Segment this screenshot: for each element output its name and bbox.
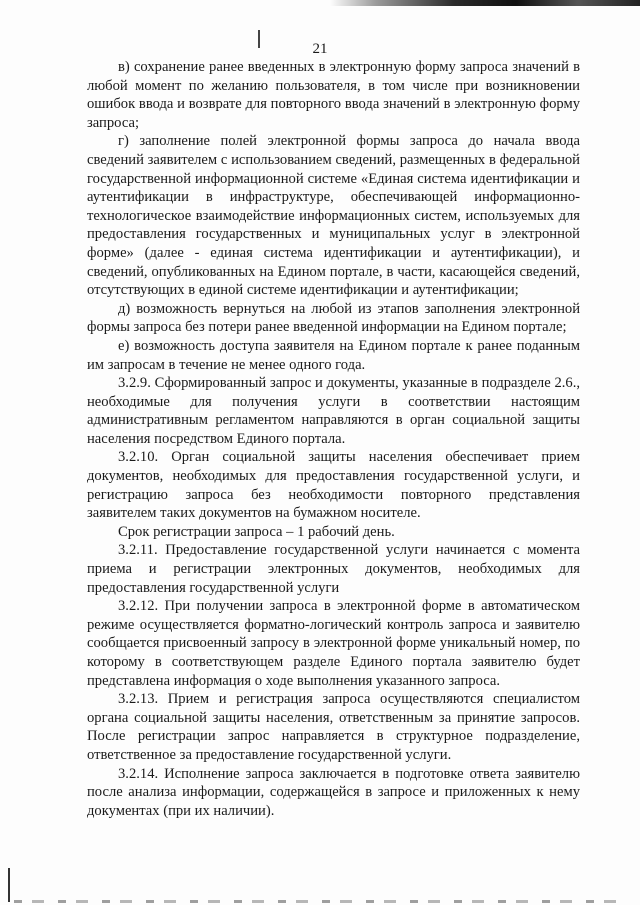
- paragraph-3-2-13: 3.2.13. Прием и регистрация запроса осуществляются специалистом органа социальной защиты населения, ответственным за принятие запросов. После регистрации запрос направляется в структурное подразделение, ответственное за предоставление государственной услуги.: [87, 691, 580, 763]
- paragraph-3-2-11: 3.2.11. Предоставление государственной услуги начинается с момента приема и регистрации электронных документов, необходимых для предоставления государственной услуги: [87, 542, 580, 596]
- paragraph-registration-term: Срок регистрации запроса – 1 рабочий день.: [118, 523, 395, 540]
- paragraph-3-2-12: 3.2.12. При получении запроса в электронной форме в автоматическом режиме осуществляется форматно-логический контроль запроса и заявителю сообщается присвоенный запросу в электронной форме уникальный номер, по которому в соответствующем разделе Единого портала заявителю будет представлена информация о ходе выполнения указанного запроса.: [87, 598, 580, 689]
- paragraph-item-d: д) возможность вернуться на любой из этапов заполнения электронной формы запроса без потери ранее введенной информации на Едином портале;: [87, 300, 580, 336]
- document-body: [87, 58, 580, 820]
- scan-artifact-left-edge: [8, 868, 10, 902]
- paragraph-item-e: е) возможность доступа заявителя на Едином портале к ранее поданным им запросам в течение не менее одного года.: [87, 337, 580, 373]
- paragraph-item-v: в) сохранение ранее введенных в электронную форму запроса значений в любой момент по желанию пользователя, в том числе при возникновении ошибок ввода и возврате для повторного ввода значений в электронную форму запроса;: [87, 59, 580, 131]
- scan-artifact-top: [330, 0, 640, 6]
- page-number: 21: [312, 41, 328, 57]
- paragraph-item-g: г) заполнение полей электронной формы запроса до начала ввода сведений заявителем с использованием сведений, размещенных в федеральной государственной информационной системе «Единая система идентификации и аутентификации в инфраструктуре, обеспечивающей информационно-технологическое взаимодействие информационных систем, используемых для предоставления государственных и муниципальных услуг в электронной форме» (далее - единая система идентификации и аутентификации), и сведений, опубликованных на Едином портале, в части, касающейся сведений, отсутствующих в единой системе идентификации и аутентификации;: [87, 133, 580, 299]
- paragraph-3-2-14: 3.2.14. Исполнение запроса заключается в подготовке ответа заявителю после анализа информации, содержащейся в запросе и приложенных к нему документах (при их наличии).: [87, 765, 580, 819]
- paragraph-3-2-10: 3.2.10. Орган социальной защиты населения обеспечивает прием документов, необходимых для предоставления государственной услуги, и регистрацию запроса без необходимости повторного представления заявителем таких документов на бумажном носителе.: [87, 449, 580, 522]
- paragraph-3-2-9: 3.2.9. Сформированный запрос и документы, указанные в подразделе 2.6., необходимые для получения услуги в соответствии настоящим административным регламентом направляются в орган социальной защиты населения посредством Единого портала.: [87, 375, 580, 447]
- scan-artifact-bottom: [14, 900, 626, 903]
